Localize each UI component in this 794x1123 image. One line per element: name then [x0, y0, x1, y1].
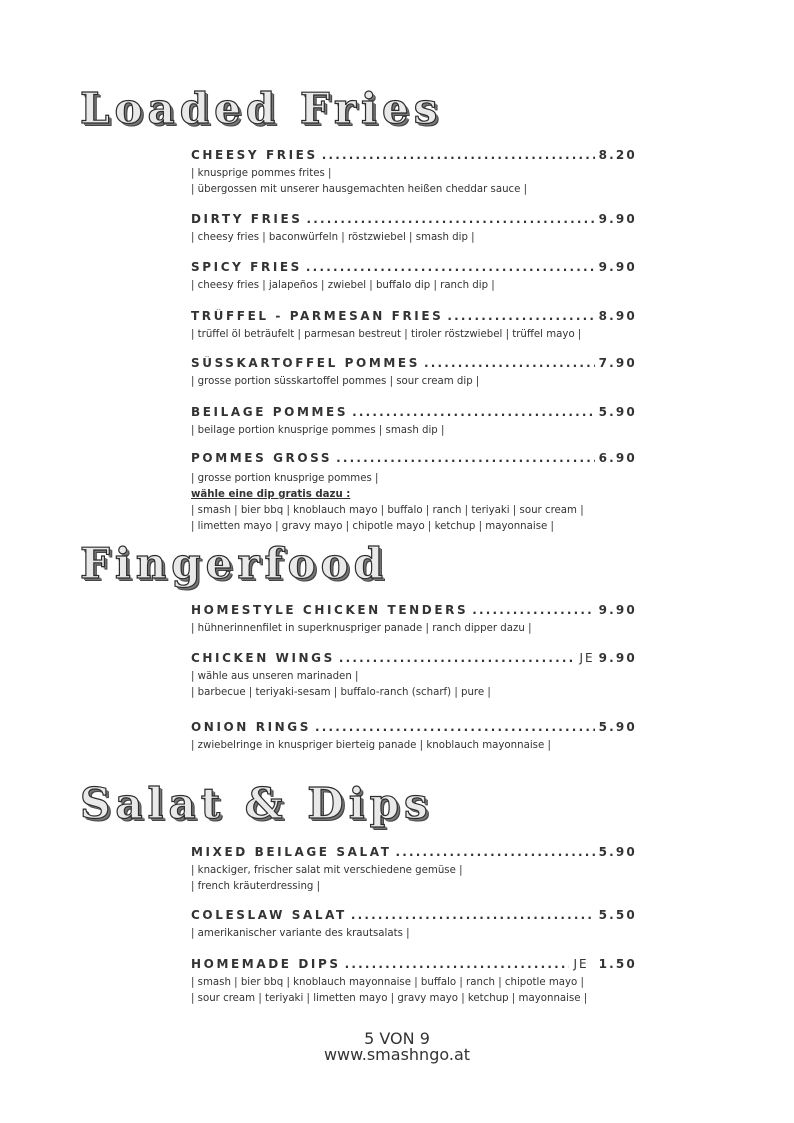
menu-item-mixed-beilage-salat [191, 845, 637, 895]
menu-item-onion-rings [191, 720, 637, 754]
leader-dots [306, 260, 595, 274]
menu-item-chicken-wings [191, 651, 637, 701]
leader-dots [447, 309, 594, 323]
menu-item-suesskartoffel-pommes [191, 356, 637, 390]
item-price: 6.90 [598, 451, 637, 465]
item-description: | wähle aus unseren marinaden | [191, 671, 359, 682]
item-price: 8.20 [598, 148, 637, 162]
menu-item-beilage-pommes [191, 405, 637, 439]
item-description: | barbecue | teriyaki-sesam | buffalo-ranch (scharf) | pure | [191, 687, 491, 698]
item-description: | amerikanischer variante des krautsalats | [191, 928, 410, 939]
section-title-fingerfood: Fingerfood [80, 539, 388, 588]
price-prefix: JE [579, 651, 595, 665]
item-description: | sour cream | teriyaki | limetten mayo | gravy mayo | ketchup | mayonnaise | [191, 993, 588, 1004]
section-title-loaded-fries: Loaded Fries [80, 84, 443, 133]
item-price: 9.90 [598, 603, 637, 617]
menu-item-homemade-dips [191, 957, 637, 1007]
menu-item-spicy-fries [191, 260, 637, 294]
item-name: SÜSSKARTOFFEL POMMES [191, 356, 420, 370]
item-description: | trüffel öl beträufelt | parmesan bestreut | tiroler röstzwiebel | trüffel mayo | [191, 329, 582, 340]
page-number: 5 VON 9 [364, 1029, 430, 1048]
item-name: BEILAGE POMMES [191, 405, 349, 419]
menu-item-coleslaw-salat [191, 908, 637, 942]
leader-dots [424, 356, 595, 370]
item-description: | knusprige pommes frites | [191, 168, 332, 179]
item-name: TRÜFFEL - PARMESAN FRIES [191, 309, 444, 323]
item-description: | übergossen mit unserer hausgemachten heißen cheddar sauce | [191, 184, 528, 195]
item-name: ONION RINGS [191, 720, 311, 734]
item-name: HOMESTYLE CHICKEN TENDERS [191, 603, 469, 617]
item-name: CHEESY FRIES [191, 148, 318, 162]
menu-item-homestyle-chicken-tenders [191, 603, 637, 637]
item-price: 9.90 [598, 212, 637, 226]
item-name: SPICY FRIES [191, 260, 302, 274]
item-description: | smash | bier bbq | knoblauch mayo | buffalo | ranch | teriyaki | sour cream | [191, 505, 584, 516]
item-description: | smash | bier bbq | knoblauch mayonnaise | buffalo | ranch | chipotle mayo | [191, 977, 584, 988]
leader-dots [352, 405, 594, 419]
item-price: 5.50 [598, 908, 637, 922]
menu-item-dirty-fries [191, 212, 637, 246]
item-name: MIXED BEILAGE SALAT [191, 845, 392, 859]
item-description: | french kräuterdressing | [191, 881, 321, 892]
item-price: 5.90 [598, 720, 637, 734]
item-name: DIRTY FRIES [191, 212, 303, 226]
leader-dots [472, 603, 594, 617]
leader-dots [315, 720, 595, 734]
menu-item-pommes-gross [191, 451, 637, 535]
item-description: | grosse portion süsskartoffel pommes | sour cream dip | [191, 376, 480, 387]
menu-item-trueffel-parmesan-fries [191, 309, 637, 343]
item-description: | knackiger, frischer salat mit verschiedene gemüse | [191, 865, 463, 876]
leader-dots [307, 212, 595, 226]
item-price: 5.90 [598, 845, 637, 859]
item-description: | cheesy fries | jalapeños | zwiebel | buffalo dip | ranch dip | [191, 280, 495, 291]
item-description: | grosse portion knusprige pommes | [191, 473, 379, 484]
leader-dots [345, 957, 570, 971]
item-name: POMMES GROSS [191, 451, 333, 465]
leader-dots [336, 451, 594, 465]
leader-dots [339, 651, 576, 665]
item-price: 5.90 [598, 405, 637, 419]
price-prefix: JE [573, 957, 589, 971]
menu-item-cheesy-fries [191, 148, 637, 198]
item-description: | beilage portion knusprige pommes | smash dip | [191, 425, 445, 436]
item-price: 1.50 [598, 957, 637, 971]
website-url: www.smashngo.at [323, 1045, 471, 1064]
item-name: COLESLAW SALAT [191, 908, 347, 922]
section-title-salat-dips: Salat & Dips [80, 779, 433, 828]
item-description: | limetten mayo | gravy mayo | chipotle mayo | ketchup | mayonnaise | [191, 521, 554, 532]
item-name: CHICKEN WINGS [191, 651, 335, 665]
leader-dots [351, 908, 595, 922]
leader-dots [395, 845, 594, 859]
item-price: 9.90 [598, 651, 637, 665]
item-name: HOMEMADE DIPS [191, 957, 341, 971]
item-description: | hühnerinnenfilet in superknuspriger panade | ranch dipper dazu | [191, 623, 532, 634]
item-price: 7.90 [598, 356, 637, 370]
item-price: 9.90 [598, 260, 637, 274]
dip-note: wähle eine dip gratis dazu : [191, 489, 351, 500]
item-price: 8.90 [598, 309, 637, 323]
item-description: | zwiebelringe in knuspriger bierteig panade | knoblauch mayonnaise | [191, 740, 551, 751]
leader-dots [322, 148, 595, 162]
item-description: | cheesy fries | baconwürfeln | röstzwiebel | smash dip | [191, 232, 475, 243]
